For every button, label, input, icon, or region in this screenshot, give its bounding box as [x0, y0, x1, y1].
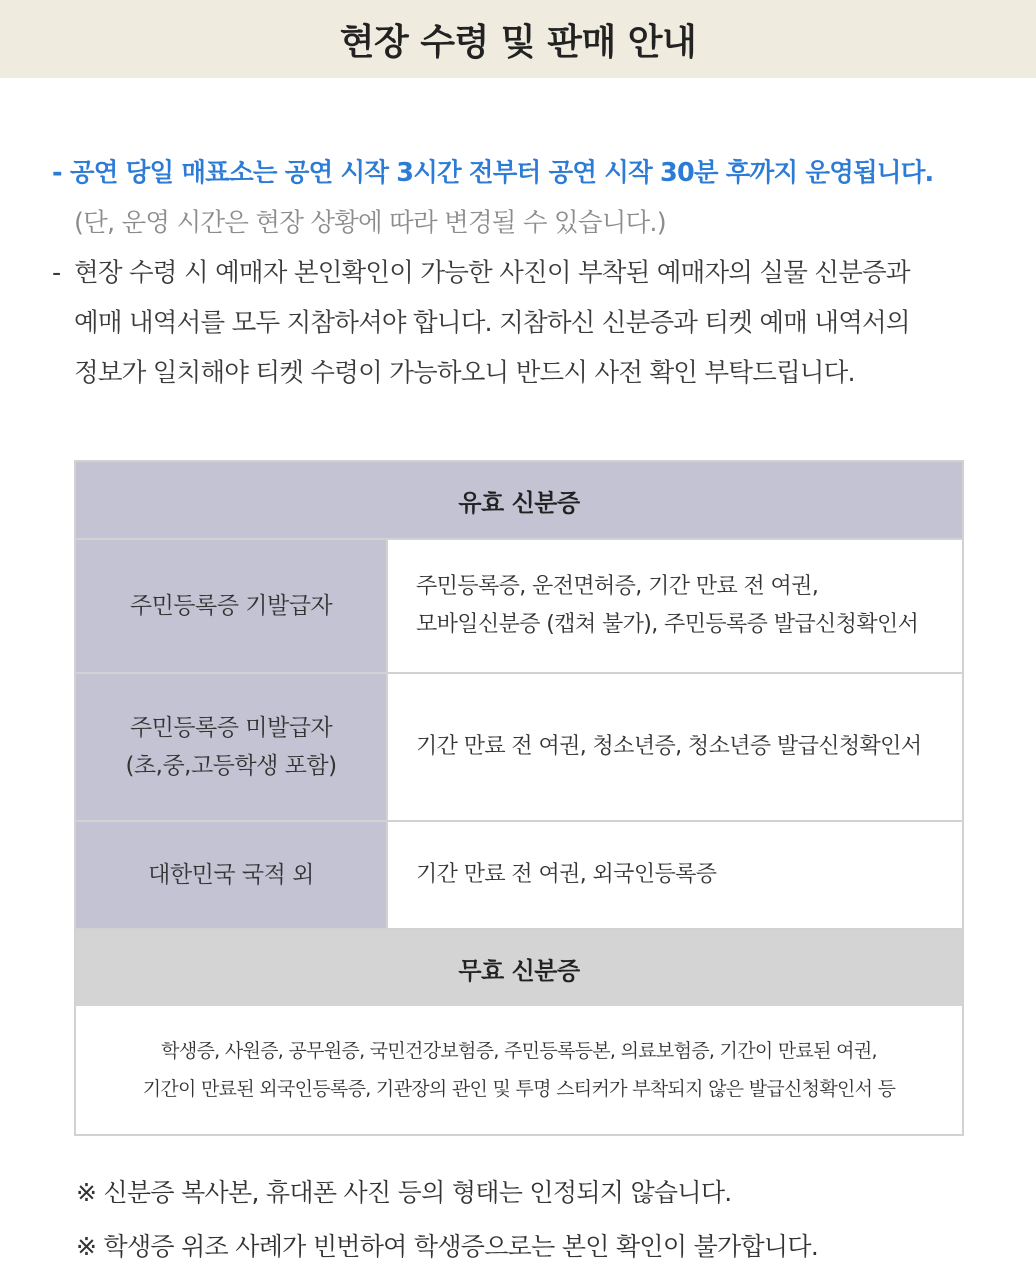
valid-id-row: [76, 538, 962, 672]
valid-id-row-value-line: 기간 만료 전 여권, 외국인등록증: [416, 862, 717, 887]
valid-id-row-value-line: 기간 만료 전 여권, 청소년증, 청소년증 발급신청확인서: [416, 734, 922, 759]
valid-id-row-value-line: 모바일신분증 (캡쳐 불가), 주민등록증 발급신청확인서: [416, 612, 919, 637]
hours-caveat: (단, 운영 시간은 현장 상황에 따라 변경될 수 있습니다.): [74, 208, 666, 238]
title-bar: [0, 0, 1036, 78]
valid-id-row-value: [388, 674, 962, 820]
page-title: 현장 수령 및 판매 안내: [339, 21, 697, 63]
valid-id-row: [76, 820, 962, 928]
valid-id-row: [76, 672, 962, 820]
valid-id-row-label-line: 주민등록증 미발급자: [129, 715, 333, 741]
pickup-requirement-line-3: 정보가 일치해야 티켓 수령이 가능하오니 반드시 사전 확인 부탁드립니다.: [74, 358, 855, 388]
pickup-requirement-line-1: [52, 248, 1002, 298]
notice-list: [52, 148, 1002, 398]
valid-id-row-value: [388, 822, 962, 928]
footnotes: [76, 1166, 818, 1274]
pickup-requirement-text-1: 현장 수령 시 예매자 본인확인이 가능한 사진이 부착된 예매자의 실물 신분증과: [74, 258, 910, 288]
invalid-id-list: [76, 1006, 962, 1134]
box-office-hours-notice: - 공연 당일 매표소는 공연 시작 3시간 전부터 공연 시작 30분 후까지 운영됩니다.: [52, 158, 934, 188]
valid-id-row-label: [76, 540, 388, 672]
footnote: ※ 신분증 복사본, 휴대폰 사진 등의 형태는 인정되지 않습니다.: [76, 1178, 732, 1207]
invalid-id-line: 학생증, 사원증, 공무원증, 국민건강보험증, 주민등록등본, 의료보험증, 기간이 만료된 여권,: [161, 1040, 877, 1062]
valid-id-row-value-line: 주민등록증, 운전면허증, 기간 만료 전 여권,: [416, 574, 819, 599]
footnote: ※ 학생증 위조 사례가 빈번하여 학생증으로는 본인 확인이 불가합니다.: [76, 1232, 819, 1261]
id-table: [74, 460, 964, 1136]
valid-id-row-value: [388, 540, 962, 672]
bullet-dash: -: [52, 258, 61, 288]
valid-id-heading: 유효 신분증: [76, 462, 962, 538]
invalid-id-heading-row: [76, 928, 962, 1006]
valid-id-row-label-line: (초,중,고등학생 포함): [125, 753, 337, 779]
valid-id-row-label: [76, 674, 388, 820]
valid-id-row-label-line: 대한민국 국적 외: [148, 862, 314, 888]
invalid-id-heading: 무효 신분증: [76, 930, 962, 1006]
valid-id-row-label-line: 주민등록증 기발급자: [129, 593, 333, 619]
invalid-id-line: 기간이 만료된 외국인등록증, 기관장의 관인 및 투명 스티커가 부착되지 않은 발급신청확인서 등: [142, 1078, 896, 1100]
pickup-requirement-line-2: 예매 내역서를 모두 지참하셔야 합니다. 지참하신 신분증과 티켓 예매 내역서의: [74, 308, 910, 338]
valid-id-row-label: [76, 822, 388, 928]
